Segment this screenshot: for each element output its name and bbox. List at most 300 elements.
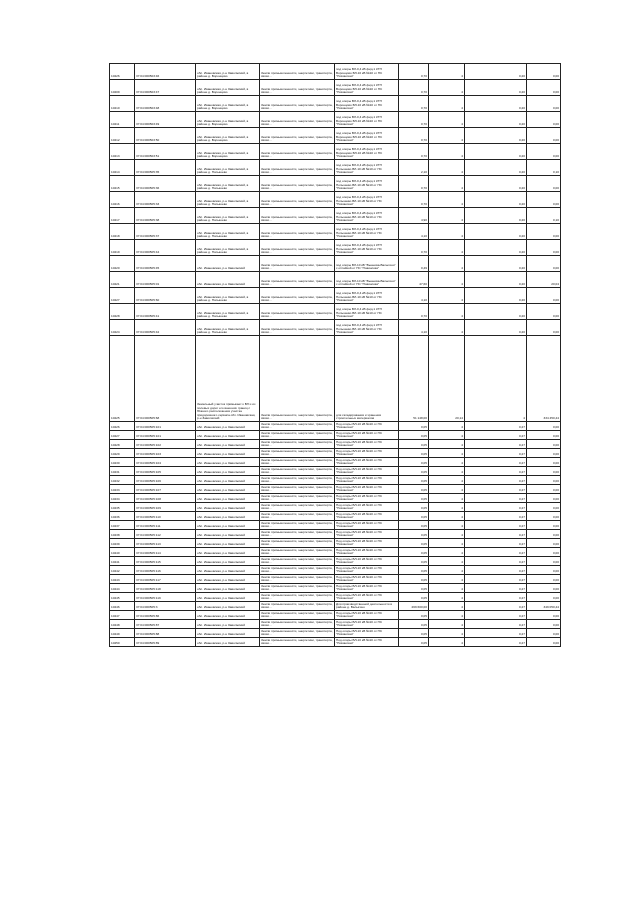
address-cell: обл. Ивановская, р-н Заволжский xyxy=(196,539,260,548)
row-id-cell: 10218 xyxy=(110,224,135,240)
address-cell: обл. Ивановская, р-н Заволжский xyxy=(196,440,260,449)
cadastral-number-cell: 37:04:000505:36 xyxy=(135,176,196,192)
cadastral-number-cell: 37:04:000505:103 xyxy=(135,449,196,458)
table-row xyxy=(110,320,561,336)
rate-cell: 0,27 xyxy=(465,575,527,584)
address-cell: обл. Ивановская, р-н Заволжский xyxy=(196,449,260,458)
count-cell: 4 xyxy=(429,521,465,530)
row-id-cell: 10213 xyxy=(110,144,135,160)
cadastral-number-cell: 37:04:000505:114 xyxy=(135,548,196,557)
rate-cell: 0,27 xyxy=(465,476,527,485)
total-cell: 0,00 xyxy=(527,422,561,431)
area-cell: 4,10 xyxy=(399,224,429,240)
cadastral-number-cell: 37:04:000505:101 xyxy=(135,431,196,440)
rate-cell: 0,27 xyxy=(465,629,527,638)
count-cell: 4 xyxy=(429,96,465,112)
address-cell: обл. Ивановская, р-н Заволжский, в районе д. Попышево xyxy=(196,176,260,192)
address-cell: обл. Ивановская, р-н Заволжский xyxy=(196,629,260,638)
address-cell: обл. Ивановская, р-н Заволжский xyxy=(196,611,260,620)
area-cell: 0,05 xyxy=(399,566,429,575)
area-cell: 0,70 xyxy=(399,64,429,80)
area-cell: 0,05 xyxy=(399,620,429,629)
cadastral-number-cell: 37:04:000505:109 xyxy=(135,503,196,512)
cadastral-number-cell: 37:04:000503:47 xyxy=(135,80,196,96)
cadastral-number-cell: 37:04:000505:113 xyxy=(135,539,196,548)
cadastral-number-cell: 37:04:000505:42 xyxy=(135,320,196,336)
cadastral-number-cell: 37:04:000505:105 xyxy=(135,467,196,476)
rate-cell: 0,20 xyxy=(465,176,527,192)
total-cell: 0,00 xyxy=(527,548,561,557)
address-cell: обл. Ивановская, р-н Заволжский xyxy=(196,485,260,494)
permitted-use-cell: Под опоры ВЛ-10 кВ №10 от ПС "Новинская" xyxy=(335,422,399,431)
address-cell: обл. Ивановская, р-н Заволжский, в районе д. Попышево xyxy=(196,208,260,224)
row-id-cell: 10221 xyxy=(110,272,135,288)
permitted-use-cell: Для производственной деятельности в районе д. Валыгино xyxy=(335,602,399,611)
row-id-cell: 10235 xyxy=(110,503,135,512)
table-row xyxy=(110,575,561,584)
row-id-cell: 10234 xyxy=(110,494,135,503)
cadastral-number-cell: 37:04:000503:50 xyxy=(135,128,196,144)
address-cell: обл. Ивановская, р-н Заволжский xyxy=(196,494,260,503)
table-row xyxy=(110,304,561,320)
land-category-cell: Земли промышленности, энергетики, транспорта, связи... xyxy=(260,304,335,320)
area-cell: 0,05 xyxy=(399,458,429,467)
rate-cell: 0,20 xyxy=(465,64,527,80)
rate-cell: 0,20 xyxy=(465,80,527,96)
land-category-cell: Земли промышленности, энергетики, транспорта, связи... xyxy=(261,421,333,430)
land-category-cell: Земли промышленности, энергетики, транспорта, связи... xyxy=(261,583,333,592)
count-cell: 4 xyxy=(429,548,465,557)
area-cell: 269 600,00 xyxy=(399,602,429,611)
land-category-cell: Земли промышленности, энергетики, транспорта, связи... xyxy=(260,192,335,208)
total-cell: 349 050,44 xyxy=(527,602,561,611)
land-category-cell: Земли промышленности, энергетики, транспорта, связи... xyxy=(261,529,333,538)
count-cell: 4 xyxy=(429,304,465,320)
rate-cell: 0,27 xyxy=(465,602,527,611)
total-cell: 0,00 xyxy=(527,224,561,240)
table-body xyxy=(110,64,561,647)
area-cell: 0,05 xyxy=(399,575,429,584)
table-row xyxy=(110,512,561,521)
address-cell: обл. Ивановская, р-н Заволжский, в районе д. Воронцово xyxy=(196,64,260,80)
address-cell: обл. Ивановская, р-н Заволжский, в районе д. Попышево xyxy=(196,224,260,240)
land-category-cell: Земли промышленности, энергетики, транспорта, связи... xyxy=(261,520,333,529)
land-category-cell: Земли промышленности, энергетики, транспорта, связи... xyxy=(261,511,333,520)
rate-cell: 0,27 xyxy=(465,620,527,629)
permitted-use-cell: Под опоры ВЛ-10 кВ №10 от ПС "Новинская" xyxy=(335,548,399,557)
row-id-cell: 10232 xyxy=(110,476,135,485)
address-cell: обл. Ивановская, р-н Заволжский xyxy=(196,431,260,440)
land-category-cell: Земли промышленности, энергетики, транспорта, связи... xyxy=(261,574,333,583)
table-row xyxy=(110,144,561,160)
land-category-cell: Земли промышленности, энергетики, транспорта, связи... xyxy=(260,144,335,160)
row-id-cell: 10220 xyxy=(110,256,135,272)
table-row xyxy=(110,256,561,272)
total-cell: 0,00 xyxy=(527,64,561,80)
row-id-cell: 10231 xyxy=(110,467,135,476)
land-category-cell: Земли промышленности, энергетики, транспорта, связи... xyxy=(261,439,333,448)
area-cell: 4,10 xyxy=(399,320,429,336)
land-category-cell: Земли промышленности, энергетики, транспорта, связи... xyxy=(260,160,335,176)
count-cell: 4 xyxy=(429,449,465,458)
permitted-use-cell: под опоры ВЛ-0,4 кВ фид.1 КТП Попышево ВЛ-10 кВ №10 от ПС "Новинская" xyxy=(335,320,399,336)
permitted-use-cell: под опоры ВЛ-0,4 кВ фид.1 КТП Попышево ВЛ-10 кВ №10 от ПС "Новинская" xyxy=(335,304,399,320)
cadastral-number-cell: 37:04:000505:110 xyxy=(135,512,196,521)
cadastral-number-cell: 37:04:000505:33 xyxy=(135,192,196,208)
row-id-cell: 10233 xyxy=(110,485,135,494)
total-cell: 0,00 xyxy=(527,128,561,144)
area-cell: 2,10 xyxy=(399,160,429,176)
area-cell: 0,70 xyxy=(399,144,429,160)
address-cell: обл. Ивановская, р-н Заволжский, в районе д. Воронцово xyxy=(196,80,260,96)
permitted-use-cell: под опоры ВЛ-0,4 кВ фид.1 КТП Попышево ВЛ-10 кВ №10 от ПС "Новинская" xyxy=(335,192,399,208)
land-category-cell: Земли промышленности, энергетики, транспорта, связи... xyxy=(261,484,333,493)
total-cell: 0,00 xyxy=(527,240,561,256)
count-cell: 4 xyxy=(429,503,465,512)
total-cell: 0,00 xyxy=(527,611,561,620)
total-cell: 0,00 xyxy=(527,440,561,449)
count-cell: 4 xyxy=(429,208,465,224)
land-category-cell: Земли промышленности, энергетики, транспорта, связи... xyxy=(261,538,333,547)
count-cell: 4 xyxy=(429,128,465,144)
count-cell: 4 xyxy=(429,288,465,304)
permitted-use-cell: Под опоры ВЛ-10 кВ №10 от ПС "Новинская" xyxy=(335,440,399,449)
area-cell: 0,05 xyxy=(399,485,429,494)
row-id-cell: 10211 xyxy=(110,112,135,128)
area-cell: 0,70 xyxy=(399,96,429,112)
address-cell: обл. Ивановская, р-н Заволжский xyxy=(196,458,260,467)
count-cell: 4 xyxy=(429,458,465,467)
area-cell: 0,05 xyxy=(399,440,429,449)
row-id-cell: 10243 xyxy=(110,575,135,584)
address-cell: обл. Ивановская, р-н Заволжский xyxy=(196,512,260,521)
count-cell: 4 xyxy=(429,638,465,647)
land-category-cell: Земли промышленности, энергетики, транспорта, связи... xyxy=(261,628,333,637)
permitted-use-cell: Под опоры ВЛ-10 кВ №10 от ПС "Новинская" xyxy=(335,584,399,593)
area-cell: 0,05 xyxy=(399,638,429,647)
cadastral-number-cell: 37:04:000505:3 xyxy=(135,602,196,611)
count-cell: 4 xyxy=(429,602,465,611)
total-cell: 0,00 xyxy=(527,96,561,112)
address-cell: обл. Ивановская, р-н Заволжский xyxy=(196,521,260,530)
rate-cell: 0,20 xyxy=(465,320,527,336)
row-id-cell: 10240 xyxy=(110,548,135,557)
land-category-cell: Земли промышленности, энергетики, транспорта, связи... xyxy=(260,320,335,336)
rate-cell: 0,27 xyxy=(465,584,527,593)
count-cell: 4 xyxy=(429,584,465,593)
count-cell: 4 xyxy=(429,476,465,485)
table-row xyxy=(110,638,561,647)
rate-cell: 0,27 xyxy=(465,458,527,467)
rate-cell: 0,20 xyxy=(465,112,527,128)
permitted-use-cell: Под опоры ВЛ-10 кВ №10 от ПС "Новинская" xyxy=(335,431,399,440)
count-cell: 4 xyxy=(429,494,465,503)
table-row xyxy=(110,80,561,96)
land-category-cell: Земли промышленности, энергетики, транспорта, связи... xyxy=(261,610,333,619)
rate-cell: 4 xyxy=(465,336,527,422)
table-row xyxy=(110,208,561,224)
row-id-cell: 10227 xyxy=(110,288,135,304)
cadastral-number-cell: 37:04:000503:49 xyxy=(135,112,196,128)
cadastral-number-cell: 37:04:000505:68 xyxy=(135,336,196,422)
row-id-cell: 10226 xyxy=(110,422,135,431)
row-id-cell: 10210 xyxy=(110,96,135,112)
total-cell: 0,00 xyxy=(527,503,561,512)
total-cell: 0,00 xyxy=(527,494,561,503)
permitted-use-cell: Под опоры ВЛ-10 кВ №10 от ПС "Новинская" xyxy=(335,575,399,584)
area-cell: 0,70 xyxy=(399,176,429,192)
area-cell: 0,05 xyxy=(399,512,429,521)
rate-cell: 0,27 xyxy=(465,566,527,575)
cadastral-number-cell: 37:04:000505:101 xyxy=(135,422,196,431)
rate-cell: 0,27 xyxy=(465,422,527,431)
table-row xyxy=(110,160,561,176)
area-cell: 0,70 xyxy=(399,128,429,144)
land-category-cell: Земли промышленности, энергетики, транспорта, связи... xyxy=(261,601,333,610)
cadastral-number-cell: 37:04:000505:37 xyxy=(135,224,196,240)
row-id-cell: 10250 xyxy=(110,638,135,647)
row-id-cell: 10238 xyxy=(110,530,135,539)
cadastral-number-cell: 37:04:000503:46 xyxy=(135,64,196,80)
rate-cell: 0,27 xyxy=(465,431,527,440)
row-id-cell: 10225 xyxy=(110,336,135,422)
area-cell: 0,05 xyxy=(399,530,429,539)
cadastral-number-cell: 37:04:000503:48 xyxy=(135,96,196,112)
rate-cell: 0,27 xyxy=(465,539,527,548)
cadastral-number-cell: 37:04:000505:89 xyxy=(135,638,196,647)
cadastral-number-cell: 37:04:000505:41 xyxy=(135,304,196,320)
cadastral-number-cell: 37:04:000505:108 xyxy=(135,494,196,503)
address-cell: обл. Ивановская, р-н Заволжский, в районе д. Попышево xyxy=(196,240,260,256)
total-cell: 0,00 xyxy=(527,566,561,575)
table-row xyxy=(110,336,561,422)
cadastral-number-cell: 37:04:000505:38 xyxy=(135,208,196,224)
permitted-use-cell: для складирования и хранения строительных материалов xyxy=(335,336,399,422)
rate-cell: 0,20 xyxy=(465,272,527,288)
table-row xyxy=(110,530,561,539)
total-cell: 0,10 xyxy=(527,208,561,224)
row-id-cell: 10236 xyxy=(110,512,135,521)
permitted-use-cell: под опоры ВЛ-0,4 кВ фид.1 КТП Попышево ВЛ-10 кВ №10 от ПС "Новинская" xyxy=(335,224,399,240)
cadastral-number-cell: 37:04:000505:45 xyxy=(135,256,196,272)
land-category-cell: Земли промышленности, энергетики, транспорта, связи... xyxy=(261,430,333,439)
count-cell: 4 xyxy=(429,422,465,431)
permitted-use-cell: Под опоры ВЛ-10 кВ №10 от ПС "Новинская" xyxy=(335,611,399,620)
total-cell: 334 450,44 xyxy=(527,336,561,422)
row-id-cell: 10212 xyxy=(110,128,135,144)
row-id-cell: 10249 xyxy=(110,629,135,638)
table-row xyxy=(110,629,561,638)
total-cell: 0,00 xyxy=(527,485,561,494)
cadastral-number-cell: 37:04:000505:115 xyxy=(135,557,196,566)
permitted-use-cell: Под опоры ВЛ-10 кВ №10 от ПС "Новинская" xyxy=(335,638,399,647)
row-id-cell: 10242 xyxy=(110,566,135,575)
land-category-cell: Земли промышленности, энергетики, транспорта, связи... xyxy=(260,256,335,272)
address-cell: обл. Ивановская, р-н Заволжский, в районе д. Попышево xyxy=(196,320,260,336)
cadastral-number-cell: 37:04:000505:118 xyxy=(135,584,196,593)
land-category-cell: Земли промышленности, энергетики, транспорта, связи... xyxy=(260,128,335,144)
table-row xyxy=(110,176,561,192)
table-row xyxy=(110,539,561,548)
table-row xyxy=(110,192,561,208)
total-cell: 0,00 xyxy=(527,629,561,638)
count-cell: 4 xyxy=(429,192,465,208)
row-id-cell: 10228 xyxy=(110,440,135,449)
count-cell: 4 xyxy=(429,112,465,128)
cadastral-number-cell: 37:04:000505:112 xyxy=(135,530,196,539)
permitted-use-cell: под опоры ВЛ-0,4 кВ фид.1 КТП Попышево ВЛ-10 кВ №10 от ПС "Новинская" xyxy=(335,288,399,304)
rate-cell: 0,27 xyxy=(465,503,527,512)
table-row xyxy=(110,476,561,485)
total-cell: 0,00 xyxy=(527,449,561,458)
count-cell: 4 xyxy=(429,611,465,620)
total-cell: 0,00 xyxy=(527,557,561,566)
row-id-cell: 10245 xyxy=(110,593,135,602)
cadastral-number-cell: 37:04:000505:104 xyxy=(135,458,196,467)
row-id-cell: 10209 xyxy=(110,80,135,96)
row-id-cell: 10226 xyxy=(110,64,135,80)
total-cell: 0,00 xyxy=(527,431,561,440)
table-row xyxy=(110,449,561,458)
permitted-use-cell: под опоры ВЛ-0,4 кВ фид.1 КТП Попышево ВЛ-10 кВ №10 от ПС "Новинская" xyxy=(335,160,399,176)
table-row xyxy=(110,602,561,611)
address-cell: обл. Ивановская, р-н Заволжский xyxy=(196,557,260,566)
area-cell: 0,05 xyxy=(399,611,429,620)
area-cell: 4,90 xyxy=(399,208,429,224)
table-row xyxy=(110,440,561,449)
rate-cell: 0,20 xyxy=(465,128,527,144)
total-cell: 0,00 xyxy=(527,539,561,548)
land-category-cell: Земли промышленности, энергетики, транспорта, связи... xyxy=(260,336,335,422)
table-row xyxy=(110,467,561,476)
rate-cell: 0,20 xyxy=(465,208,527,224)
rate-cell: 0,27 xyxy=(465,593,527,602)
table-row xyxy=(110,422,561,431)
area-cell: 0,05 xyxy=(399,476,429,485)
rate-cell: 0,27 xyxy=(465,521,527,530)
address-cell: обл. Ивановская, р-н Заволжский xyxy=(196,620,260,629)
permitted-use-cell: под опоры ВЛ-0,4 кВ фид.1 КТП Воронцово ВЛ-10 кВ №10 от ПС "Новинская" xyxy=(335,144,399,160)
area-cell: 0,05 xyxy=(399,539,429,548)
area-cell: 51 148,00 xyxy=(399,336,429,422)
cadastral-number-cell: 37:04:000503:51 xyxy=(135,144,196,160)
cadastral-number-cell: 37:04:000505:87 xyxy=(135,620,196,629)
table-row xyxy=(110,240,561,256)
land-category-cell: Земли промышленности, энергетики, транспорта, связи... xyxy=(261,556,333,565)
address-cell: обл. Ивановская, р-н Заволжский xyxy=(196,602,260,611)
table-row xyxy=(110,288,561,304)
address-cell: обл. Ивановская, р-н Заволжский, в районе д. Попышево xyxy=(196,160,260,176)
count-cell: 4 xyxy=(429,160,465,176)
rate-cell: 0,20 xyxy=(465,304,527,320)
rate-cell: 0,27 xyxy=(465,512,527,521)
total-cell: 0,00 xyxy=(527,512,561,521)
area-cell: 47,60 xyxy=(399,272,429,288)
land-category-cell: Земли промышленности, энергетики, транспорта, связи... xyxy=(261,592,333,601)
address-cell: обл. Ивановская, р-н Заволжский xyxy=(196,638,260,647)
table-row xyxy=(110,503,561,512)
land-category-cell: Земли промышленности, энергетики, транспорта, связи... xyxy=(260,224,335,240)
count-cell: 4 xyxy=(429,575,465,584)
permitted-use-cell: Под опоры ВЛ-10 кВ №10 от ПС "Новинская" xyxy=(335,539,399,548)
rate-cell: 0,27 xyxy=(465,485,527,494)
address-cell: обл. Ивановская, р-н Заволжский xyxy=(196,256,260,272)
cadastral-number-cell: 37:04:000505:111 xyxy=(135,521,196,530)
total-cell: 0,10 xyxy=(527,160,561,176)
address-cell: обл. Ивановская, р-н Заволжский, в районе д. Попышево xyxy=(196,304,260,320)
area-cell: 0,05 xyxy=(399,584,429,593)
permitted-use-cell: Под опоры ВЛ-10 кВ №10 от ПС "Новинская" xyxy=(335,530,399,539)
area-cell: 0,05 xyxy=(399,629,429,638)
row-id-cell: 10228 xyxy=(110,304,135,320)
total-cell: 0,00 xyxy=(527,620,561,629)
rate-cell: 0,20 xyxy=(465,240,527,256)
count-cell: 4 xyxy=(429,530,465,539)
land-category-cell: Земли промышленности, энергетики, транспорта, связи... xyxy=(260,208,335,224)
row-id-cell: 10246 xyxy=(110,602,135,611)
count-cell: 4 xyxy=(429,620,465,629)
table-row xyxy=(110,521,561,530)
land-category-cell: Земли промышленности, энергетики, транспорта, связи... xyxy=(260,240,335,256)
permitted-use-cell: Под опоры ВЛ-10 кВ №10 от ПС "Новинская" xyxy=(335,467,399,476)
total-cell: 0,00 xyxy=(527,256,561,272)
rate-cell: 0,27 xyxy=(465,449,527,458)
area-cell: 0,70 xyxy=(399,240,429,256)
total-cell: 0,00 xyxy=(527,521,561,530)
row-id-cell: 10229 xyxy=(110,449,135,458)
rate-cell: 0,20 xyxy=(465,144,527,160)
count-cell: 4 xyxy=(429,320,465,336)
row-id-cell: 10237 xyxy=(110,521,135,530)
area-cell: 0,05 xyxy=(399,593,429,602)
area-cell: 0,05 xyxy=(399,494,429,503)
total-cell: 0,00 xyxy=(527,192,561,208)
address-cell: обл. Ивановская, р-н Заволжский xyxy=(196,272,260,288)
rate-cell: 0,27 xyxy=(465,611,527,620)
rate-cell: 0,27 xyxy=(465,467,527,476)
table-row xyxy=(110,431,561,440)
rate-cell: 0,27 xyxy=(465,440,527,449)
land-category-cell: Земли промышленности, энергетики, транспорта, связи... xyxy=(260,96,335,112)
cadastral-number-cell: 37:04:000505:44 xyxy=(135,240,196,256)
area-cell: 0,70 xyxy=(399,80,429,96)
permitted-use-cell: под опоры ВЛ-0,4 кВ фид.1 КТП Воронцово ВЛ-10 кВ №10 от ПС "Новинская" xyxy=(335,96,399,112)
area-cell: 4,10 xyxy=(399,288,429,304)
area-cell: 0,70 xyxy=(399,192,429,208)
row-id-cell: 10247 xyxy=(110,611,135,620)
table-row xyxy=(110,64,561,80)
row-id-cell: 10217 xyxy=(110,208,135,224)
total-cell: 0,00 xyxy=(527,467,561,476)
permitted-use-cell: под опоры ВЛ-10 кВ "Вьюнова-Валыгино" с отпайкой от ПС "Новинская" xyxy=(335,272,399,288)
row-id-cell: 10230 xyxy=(110,458,135,467)
total-cell: 20,04 xyxy=(527,272,561,288)
count-cell: 4 xyxy=(429,272,465,288)
permitted-use-cell: под опоры ВЛ-0,4 кВ фид.1 КТП Воронцово ВЛ-10 кВ №10 от ПС "Новинская" xyxy=(335,128,399,144)
land-category-cell: Земли промышленности, энергетики, транспорта, связи... xyxy=(261,448,333,457)
address-cell: обл. Ивановская, р-н Заволжский xyxy=(196,548,260,557)
permitted-use-cell: Под опоры ВЛ-10 кВ №10 от ПС "Новинская" xyxy=(335,593,399,602)
address-cell: обл. Ивановская, р-н Заволжский, в районе д. Воронцово xyxy=(196,112,260,128)
total-cell: 0,00 xyxy=(527,593,561,602)
land-category-cell: Земли промышленности, энергетики, транспорта, связи... xyxy=(261,493,333,502)
permitted-use-cell: Под опоры ВЛ-10 кВ №10 от ПС "Новинская" xyxy=(335,557,399,566)
permitted-use-cell: Под опоры ВЛ-10 кВ №10 от ПС "Новинская" xyxy=(335,503,399,512)
cadastral-number-cell: 37:04:000505:01 xyxy=(135,272,196,288)
total-cell: 0,00 xyxy=(527,476,561,485)
permitted-use-cell: Под опоры ВЛ-10 кВ №10 от ПС "Новинская" xyxy=(335,449,399,458)
rate-cell: 0,27 xyxy=(465,530,527,539)
